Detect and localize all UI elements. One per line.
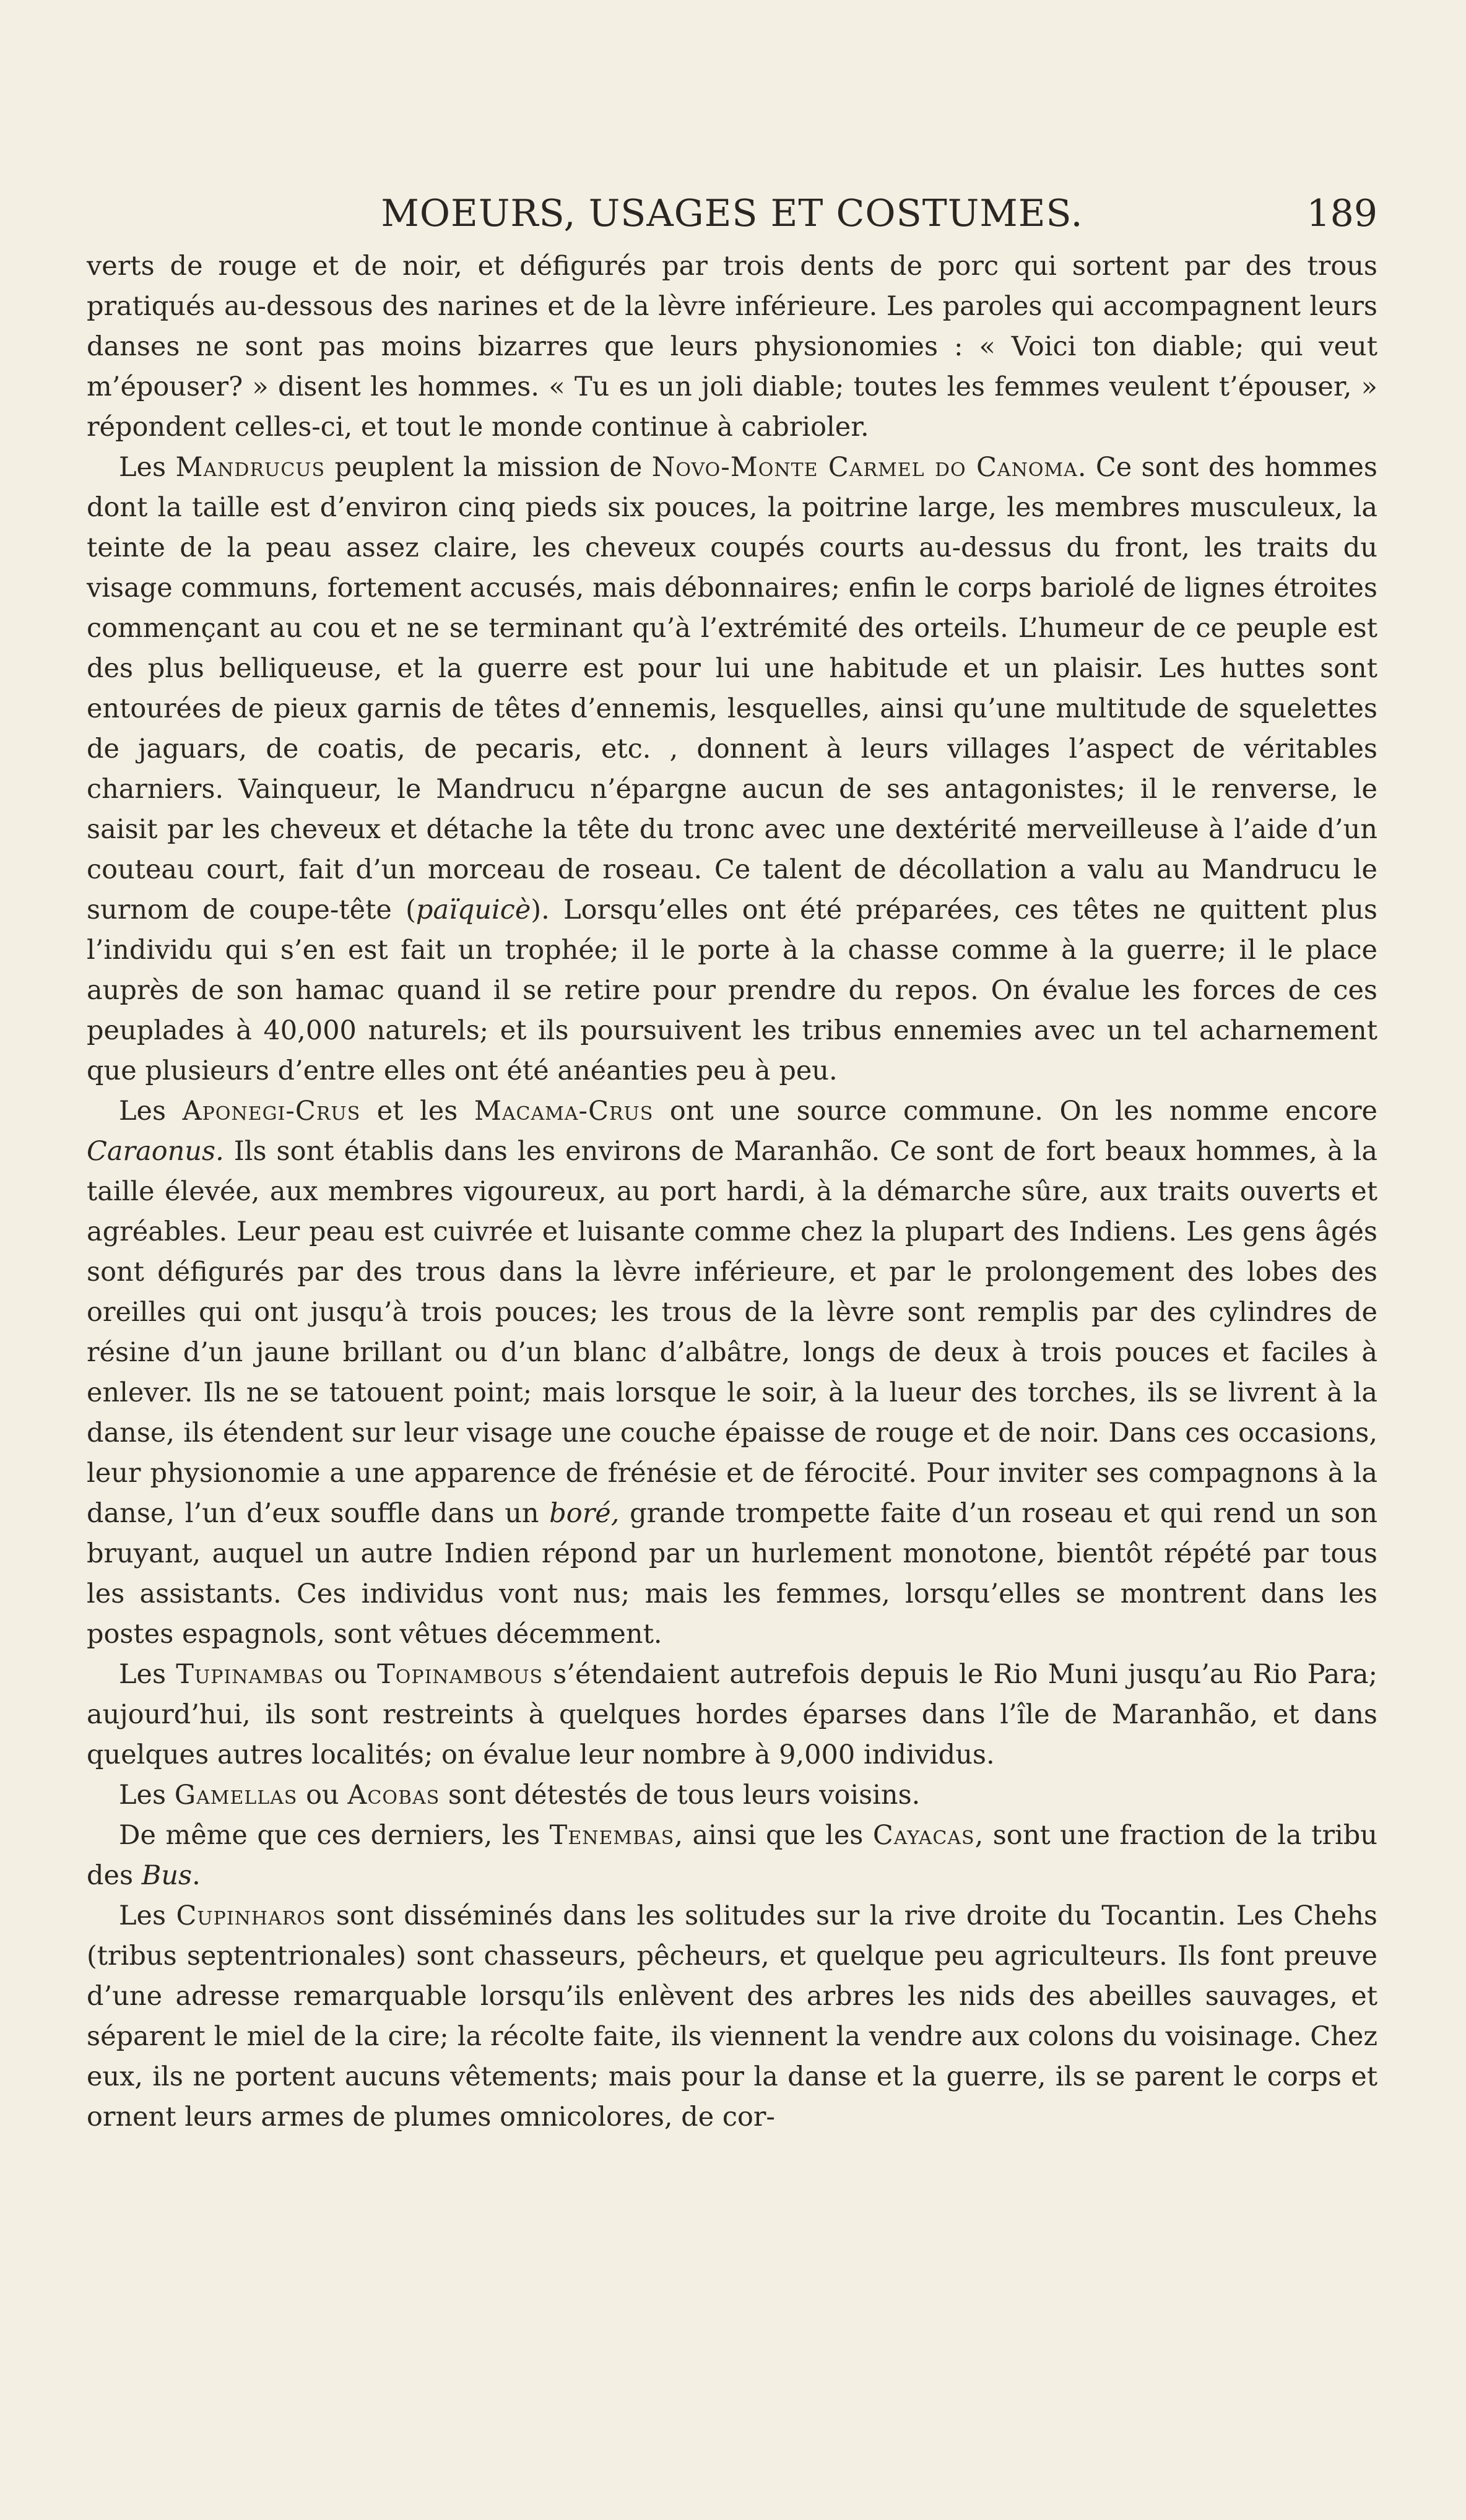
- people-name: Tupinambas: [176, 1659, 324, 1690]
- text-run: ). Lorsqu’elles ont été préparées, ces têtes ne quittent plus l’individu qui s’en est fait un trophée; il le porte à la chasse comme à la guerre; il le place auprès de son hamac quand il se retire pour prendre du repos. On évalue les forces de ces peuplades à 40,000 naturels; et ils poursuivent les tribus ennemies avec un tel acharnement que plusieurs d’entre elles ont été anéanties peu à peu.: [87, 894, 1377, 1086]
- people-name: Gamellas: [174, 1780, 298, 1811]
- text-run: , ainsi que les: [674, 1820, 873, 1851]
- people-name: Cupinharos: [176, 1900, 326, 1931]
- text-run: ou: [297, 1780, 348, 1811]
- text-run: , sont une fraction de la tribu des: [87, 1820, 1377, 1891]
- text-run: Les: [119, 1096, 183, 1127]
- text-run: .: [192, 1860, 201, 1891]
- body-text: [87, 246, 1377, 2137]
- place-name: Novo-Monte Carmel do Canoma: [651, 452, 1078, 483]
- paragraph: [87, 448, 1377, 1091]
- people-name: Macama-Crus: [474, 1096, 654, 1127]
- people-name: Acobas: [347, 1780, 440, 1811]
- italic-term: Caraonus.: [87, 1136, 224, 1167]
- paragraph: [87, 1091, 1377, 1655]
- people-name: Aponegi-Crus: [182, 1096, 361, 1127]
- paragraph: [87, 1816, 1377, 1896]
- text-run: ou: [324, 1659, 378, 1690]
- running-title: MOEURS, USAGES ET COSTUMES.: [381, 192, 1083, 235]
- text-run: ont une source commune. On les nomme encore: [653, 1096, 1377, 1127]
- italic-term: païquicè: [415, 894, 531, 925]
- paragraph: [87, 246, 1377, 448]
- paragraph: [87, 1655, 1377, 1775]
- paragraph: [87, 1775, 1377, 1816]
- italic-term: Bus: [141, 1860, 193, 1891]
- text-run: Les: [119, 1780, 175, 1811]
- people-name: Cayacas: [872, 1820, 975, 1851]
- text-run: Les: [119, 452, 176, 483]
- text-run: Les: [119, 1900, 176, 1931]
- text-run: verts de rouge et de noir, et défigurés par trois dents de porc qui sortent par des trous pratiqués au-dessous des narines et de la lèvre inférieure. Les paroles qui accompagnent leurs danses ne sont pas moins bizarres que leurs physionomies : « Voici ton diable; qui veut m’épouser? » disent les hommes. « Tu es un joli diable; toutes les femmes veulent t’épouser, » répondent celles-ci, et tout le monde continue à cabrioler.: [87, 251, 1377, 443]
- text-run: De même que ces derniers, les: [119, 1820, 550, 1851]
- text-run: Ils sont établis dans les environs de Maranhão. Ce sont de fort beaux hommes, à la taille élevée, aux membres vigoureux, au port hardi, à la démarche sûre, aux traits ouverts et agréables. Leur peau est cuivrée et luisante comme chez la plupart des Indiens. Les gens âgés sont défigurés par des trous dans la lèvre inférieure, et par le prolongement des lobes des oreilles qui ont jusqu’à trois pouces; les trous de la lèvre sont remplis par des cylindres de résine d’un jaune brillant ou d’un blanc d’albâtre, longs de deux à trois pouces et faciles à enlever. Ils ne se tatouent point; mais lorsque le soir, à la lueur des torches, ils se livrent à la danse, ils étendent sur leur visage une couche épaisse de rouge et de noir. Dans ces occasions, leur physionomie a une apparence de frénésie et de férocité. Pour inviter ses compagnons à la danse, l’un d’eux souffle dans un: [87, 1136, 1377, 1529]
- text-run: . Ce sont des hommes dont la taille est d’environ cinq pieds six pouces, la poitrine large, les membres musculeux, la teinte de la peau assez claire, les cheveux coupés courts au-dessus du front, les traits du visage communs, fortement accusés, mais débonnaires; enfin le corps bariolé de lignes étroites commençant au cou et ne se terminant qu’à l’extrémité des orteils. L’humeur de ce peuple est des plus belliqueuse, et la guerre est pour lui une habitude et un plaisir. Les huttes sont entourées de pieux garnis de têtes d’ennemis, lesquelles, ainsi qu’une multitude de squelettes de jaguars, de coatis, de pecaris, etc. , donnent à leurs villages l’aspect de véritables charniers. Vainqueur, le Mandrucu n’épargne aucun de ses antagonistes; il le renverse, le saisit par les cheveux et détache la tête du tronc avec une dextérité merveilleuse à l’aide d’un couteau court, fait d’un morceau de roseau. Ce talent de décollation a valu au Mandrucu le surnom de coupe-tête (: [87, 452, 1377, 925]
- text-run: s’étendaient autrefois depuis le Rio Muni jusqu’au Rio Para; aujourd’hui, ils sont restreints à quelques hordes éparses dans l’île de Maranhão, et dans quelques autres localités; on évalue leur nombre à 9,000 individus.: [87, 1659, 1377, 1770]
- text-run: sont disséminés dans les solitudes sur la rive droite du Tocantin. Les Chehs (tribus septentrionales) sont chasseurs, pêcheurs, et quelque peu agriculteurs. Ils font preuve d’une adresse remarquable lorsqu’ils enlèvent des arbres les nids des abeilles sauvages, et séparent le miel de la cire; la récolte faite, ils viennent la vendre aux colons du voisinage. Chez eux, ils ne portent aucuns vêtements; mais pour la danse et la guerre, ils se parent le corps et ornent leurs armes de plumes omnicolores, de cor-: [87, 1900, 1377, 2132]
- text-run: peuplent la mission de: [325, 452, 652, 483]
- people-name: Tenembas: [549, 1820, 675, 1851]
- text-run: Les: [119, 1659, 176, 1690]
- paragraph: [87, 1896, 1377, 2137]
- people-name: Mandrucus: [175, 452, 326, 483]
- people-name: Topinambous: [377, 1659, 544, 1690]
- text-run: et les: [360, 1096, 474, 1127]
- page-number: 189: [1306, 192, 1377, 235]
- text-run: grande trompette faite d’un roseau et qui rend un son bruyant, auquel un autre Indien répond par un hurlement monotone, bientôt répété par tous les assistants. Ces individus vont nus; mais les femmes, lorsqu’elles se montrent dans les postes espagnols, sont vêtues décemment.: [87, 1498, 1377, 1650]
- page-header: [87, 186, 1377, 241]
- text-run: sont détestés de tous leurs voisins.: [440, 1780, 921, 1811]
- italic-term: boré,: [549, 1498, 620, 1529]
